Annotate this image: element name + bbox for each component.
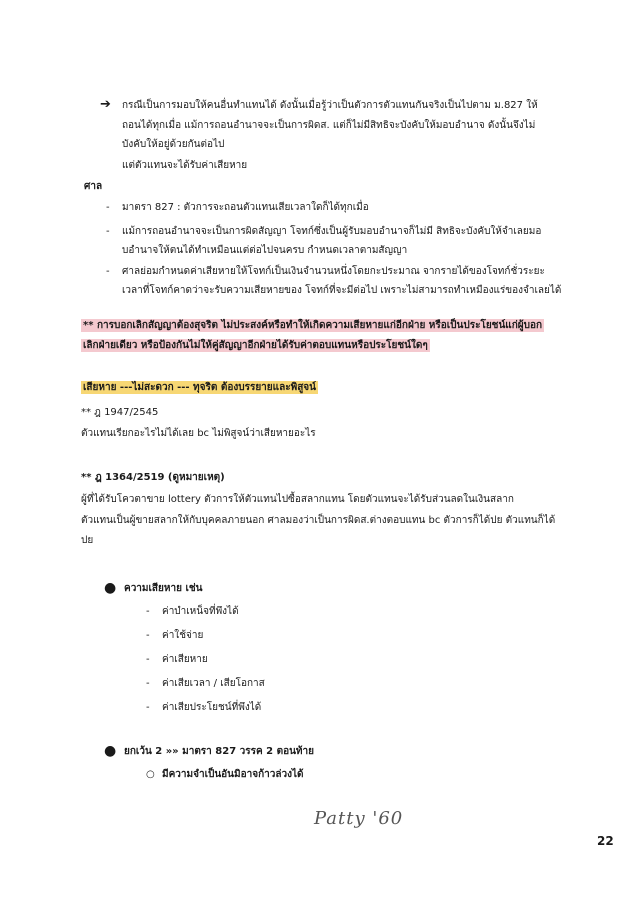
- dash-bullet: -: [106, 202, 110, 213]
- case-title: ** ฎ 1364/2519 (ดูหมายเหตุ): [81, 472, 225, 483]
- case-line: ตัวแทนเรียกอะไรไม่ได้เลย bc ไม่พิสูจน์ว่าเสียหายอะไร: [81, 428, 316, 439]
- page-number: 22: [597, 834, 614, 848]
- yellow-heading: [81, 380, 318, 395]
- damages-item: ค่าใช้จ่าย: [162, 630, 204, 641]
- dash-bullet: -: [146, 606, 150, 617]
- damages-item: ค่าบำเหน็จที่พึงได้: [162, 606, 239, 617]
- dash-bullet: -: [146, 702, 150, 713]
- court-item-line: บอำนาจให้ตนได้ทำเหมือนแต่ต่อไปจนครบ กำหนดเวลาตามสัญญา: [122, 245, 408, 256]
- case-line: ผู้ที่ได้รับโควตาขาย lottery ตัวการให้ตัวแทนไปซื้อสลากแทน โดยตัวแทนจะได้รับส่วนลดในเงินสลาก: [81, 494, 514, 505]
- dash-bullet: -: [106, 226, 110, 237]
- arrow-icon: ➔: [100, 97, 111, 112]
- yellow-highlight: เสียหาย ---ไม่สะดวก --- ทุจริต ต้องบรรยายและพิสูจน์: [83, 382, 316, 393]
- arrow-paragraph-line: ถอนได้ทุกเมื่อ แม้การถอนอำนาจจะเป็นการผิดส. แต่ก็ไม่มีสิทธิจะบังคับให้มอบอำนาจ ดังนั้นจึงไม่: [122, 120, 536, 131]
- dash-bullet: -: [146, 630, 150, 641]
- pink-note-line: [81, 338, 430, 353]
- pink-note-line: [81, 318, 544, 333]
- court-item-line: ศาลย่อมกำหนดค่าเสียหายให้โจทก์เป็นเงินจำนวนหนึ่งโดยกะประมาณ จากรายได้ของโจทก์ชั่วระยะ: [122, 266, 545, 277]
- exception-sub: มีความจำเป็นอันมิอาจก้าวล่วงได้: [162, 769, 304, 780]
- damages-item: ค่าเสียเวลา / เสียโอกาส: [162, 678, 265, 689]
- signature: Patty '60: [314, 808, 404, 829]
- arrow-paragraph-line: บังคับให้อยู่ด้วยกันต่อไป: [122, 139, 225, 150]
- section-heading: ศาล: [84, 181, 103, 192]
- arrow-paragraph-line: แต่ตัวแทนจะได้รับค่าเสียหาย: [122, 160, 248, 171]
- pink-highlight: เลิกฝ่ายเดียว หรือป้องกันไม่ให้คู่สัญญาอีกฝ่ายได้รับค่าตอบแทนหรือประโยชน์ใดๆ: [83, 340, 428, 351]
- court-item-line: เวลาที่โจทก์คาดว่าจะรับความเสียหายของ โจทก์ที่จะมีต่อไป เพราะไม่สามารถทำเหมืองแร่ของจำเลยได้: [122, 285, 562, 296]
- circle-bullet: ○: [146, 769, 155, 780]
- damages-heading: ความเสียหาย เช่น: [124, 583, 203, 594]
- court-item-line: มาตรา 827 : ตัวการจะถอนตัวแทนเสียเวลาใดก็ได้ทุกเมื่อ: [122, 202, 369, 213]
- dash-bullet: -: [146, 654, 150, 665]
- damages-item: ค่าเสียประโยชน์ที่พึงได้: [162, 702, 262, 713]
- exception-heading: ยกเว้น 2 »» มาตรา 827 วรรค 2 ตอนท้าย: [124, 746, 314, 757]
- dash-bullet: -: [146, 678, 150, 689]
- case-line: ตัวแทนเป็นผู้ขายสลากให้กับบุคคลภายนอก ศาลมองว่าเป็นการผิดส.ต่างตอบแทน bc ตัวการก็ได้ปย ตัวแทนก็ได้: [81, 515, 556, 526]
- arrow-paragraph-line: กรณีเป็นการมอบให้คนอื่นทำแทนได้ ดังนั้นเมื่อรู้ว่าเป็นตัวการตัวแทนกันจริงเป็นไปตาม ม.827 ให้: [122, 100, 538, 111]
- court-item-line: แม้การถอนอำนาจจะเป็นการผิดสัญญา โจทก์ซึ่งเป็นผู้รับมอบอำนาจก็ไม่มี สิทธิจะบังคับให้จำเลยมอ: [122, 226, 542, 237]
- pink-highlight: ** การบอกเลิกสัญญาต้องสุจริต ไม่ประสงค์หรือทำให้เกิดความเสียหายแก่อีกฝ่าย หรือเป็นประโยชน์แก่ผู้บอก: [83, 320, 543, 331]
- bullet-dot: ●: [104, 743, 117, 759]
- case-title: ** ฎ 1947/2545: [81, 407, 159, 418]
- damages-item: ค่าเสียหาย: [162, 654, 208, 665]
- dash-bullet: -: [106, 266, 110, 277]
- case-line: ปย: [81, 535, 94, 546]
- bullet-dot: ●: [104, 580, 117, 596]
